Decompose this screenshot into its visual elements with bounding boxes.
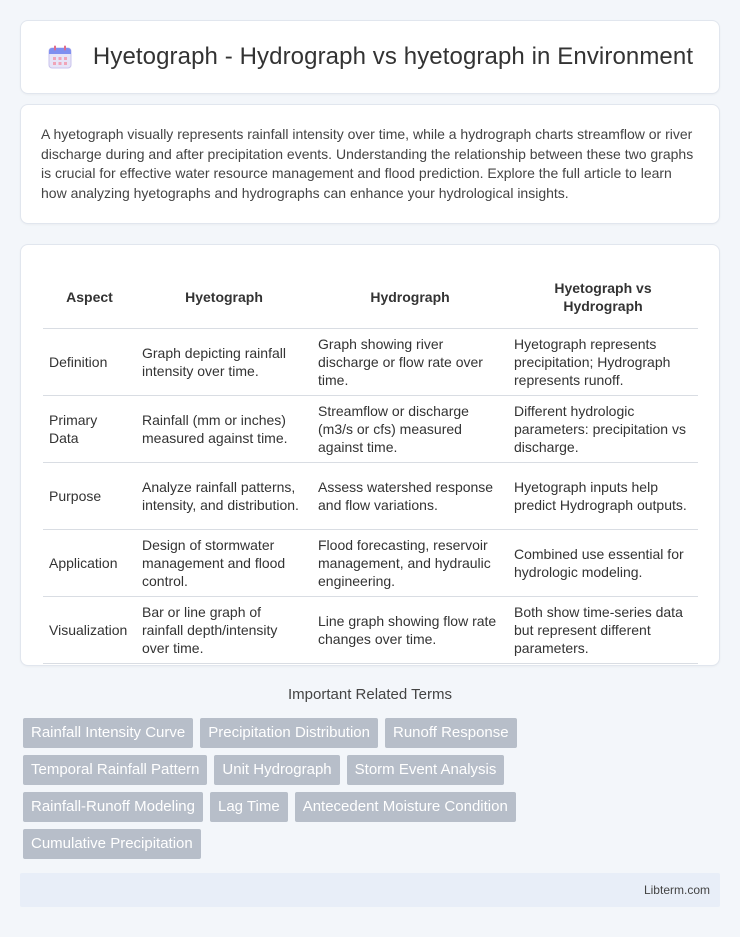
header-hyetograph: Hyetograph bbox=[136, 265, 312, 329]
comparison-table bbox=[43, 265, 698, 664]
header-comparison: Hyetograph vs Hydrograph bbox=[508, 265, 698, 329]
related-term-tag[interactable]: Temporal Rainfall Pattern bbox=[23, 755, 207, 785]
row-aspect: Primary Data bbox=[43, 396, 136, 463]
table-header-row bbox=[43, 265, 698, 329]
row-cell: Graph showing river discharge or flow rate over time. bbox=[312, 329, 508, 396]
row-aspect: Definition bbox=[43, 329, 136, 396]
row-cell: Combined use essential for hydrologic modeling. bbox=[508, 530, 698, 597]
header-hydrograph: Hydrograph bbox=[312, 265, 508, 329]
related-terms-list bbox=[23, 718, 583, 859]
row-cell: Assess watershed response and flow variations. bbox=[312, 463, 508, 530]
related-term-tag[interactable]: Storm Event Analysis bbox=[347, 755, 505, 785]
row-cell: Flood forecasting, reservoir management, and hydraulic engineering. bbox=[312, 530, 508, 597]
row-cell: Hyetograph inputs help predict Hydrograph outputs. bbox=[508, 463, 698, 530]
row-cell: Bar or line graph of rainfall depth/intensity over time. bbox=[136, 597, 312, 664]
row-cell: Design of stormwater management and flood control. bbox=[136, 530, 312, 597]
table-row bbox=[43, 463, 698, 530]
intro-paragraph: A hyetograph visually represents rainfall intensity over time, while a hydrograph charts streamflow or river discharge during and after precipitation events. Understanding the relationship between these two graphs is crucial for effective water resource management and flood prediction. Explore the full article to learn how analyzing hyetographs and hydrographs can enhance your hydrological insights. bbox=[41, 126, 694, 201]
related-term-tag[interactable]: Cumulative Precipitation bbox=[23, 829, 201, 859]
related-term-tag[interactable]: Rainfall Intensity Curve bbox=[23, 718, 193, 748]
row-cell: Streamflow or discharge (m3/s or cfs) measured against time. bbox=[312, 396, 508, 463]
header bbox=[47, 43, 693, 71]
row-cell: Rainfall (mm or inches) measured against time. bbox=[136, 396, 312, 463]
row-cell: Hyetograph represents precipitation; Hydrograph represents runoff. bbox=[508, 329, 698, 396]
intro-card bbox=[20, 104, 720, 224]
related-term-tag[interactable]: Unit Hydrograph bbox=[214, 755, 339, 785]
related-term-tag[interactable]: Lag Time bbox=[210, 792, 288, 822]
calendar-icon bbox=[47, 44, 73, 70]
row-aspect: Visualization bbox=[43, 597, 136, 664]
row-cell: Analyze rainfall patterns, intensity, and distribution. bbox=[136, 463, 312, 530]
row-aspect: Application bbox=[43, 530, 136, 597]
row-cell: Graph depicting rainfall intensity over time. bbox=[136, 329, 312, 396]
page-title: Hyetograph - Hydrograph vs hyetograph in Environment bbox=[92, 43, 694, 70]
table-row bbox=[43, 396, 698, 463]
row-cell: Both show time-series data but represent different parameters. bbox=[508, 597, 698, 664]
related-term-tag[interactable]: Precipitation Distribution bbox=[200, 718, 378, 748]
header-card bbox=[20, 20, 720, 94]
footer-site-link[interactable]: Libterm.com bbox=[643, 883, 710, 897]
row-cell: Line graph showing flow rate changes over time. bbox=[312, 597, 508, 664]
row-cell: Different hydrologic parameters: precipitation vs discharge. bbox=[508, 396, 698, 463]
header-aspect: Aspect bbox=[43, 265, 136, 329]
footer bbox=[20, 873, 720, 907]
table-row bbox=[43, 530, 698, 597]
comparison-card bbox=[20, 244, 720, 666]
related-term-tag[interactable]: Runoff Response bbox=[385, 718, 517, 748]
table-row bbox=[43, 597, 698, 664]
related-terms-title: Important Related Terms bbox=[288, 686, 452, 703]
table-row bbox=[43, 329, 698, 396]
row-aspect: Purpose bbox=[43, 463, 136, 530]
related-term-tag[interactable]: Antecedent Moisture Condition bbox=[295, 792, 516, 822]
related-term-tag[interactable]: Rainfall-Runoff Modeling bbox=[23, 792, 203, 822]
